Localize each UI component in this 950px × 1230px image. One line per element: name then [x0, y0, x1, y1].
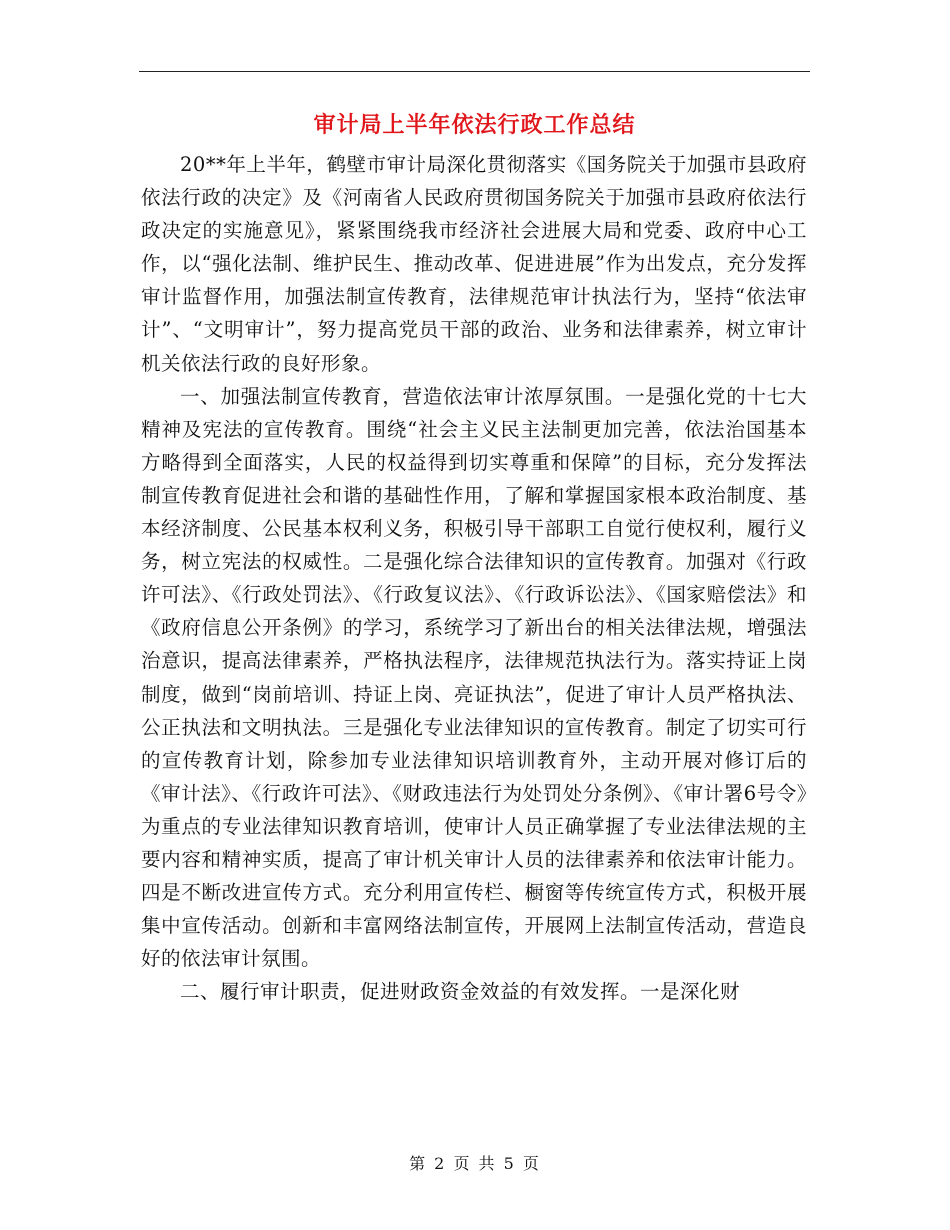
- document-title: 审计局上半年依法行政工作总结: [313, 112, 636, 138]
- page-number: 第 2 页 共 5 页: [409, 1154, 541, 1173]
- intro-paragraph: 20**年上半年，鹤壁市审计局深化贯彻落实《国务院关于加强市县政府依法行政的决定》及《河南省人民政府贯彻国务院关于加强市县政府依法行政决定的实施意见》，紧紧围绕我市经济社会进展大局和党委、政府中心工作，以“强化法制、维护民生、推动改革、促进进展”作为出发点，充分发挥审计监督作用，加强法制宣传教育，法律规范审计执法行为，坚持“依法审计”、“文明审计”，努力提高党员干部的政治、业务和法律素养，树立审计机关依法行政的良好形象。: [141, 153, 807, 375]
- section-two-paragraph: 二、履行审计职责，促进财政资金效益的有效发挥。一是深化财: [180, 980, 741, 1004]
- section-one-paragraph: 一、加强法制宣传教育，营造依法审计浓厚氛围。一是强化党的十七大精神及宪法的宣传教育。围绕“社会主义民主法制更加完善，依法治国基本方略得到全面落实，人民的权益得到切实尊重和保障”的目标，充分发挥法制宣传教育促进社会和谐的基础性作用，了解和掌握国家根本政治制度、基本经济制度、公民基本权利义务，积极引导干部职工自觉行使权利，履行义务，树立宪法的权威性。二是强化综合法律知识的宣传教育。加强对《行政许可法》、《行政处罚法》、《行政复议法》、《行政诉讼法》、《国家赔偿法》和《政府信息公开条例》的学习，系统学习了新出台的相关法律法规，增强法治意识，提高法律素养，严格执法程序，法律规范执法行为。落实持证上岗制度，做到“岗前培训、持证上岗、亮证执法”，促进了审计人员严格执法、公正执法和文明执法。三是强化专业法律知识的宣传教育。制定了切实可行的宣传教育计划，除参加专业法律知识培训教育外，主动开展对修订后的《审计法》、《行政许可法》、《财政违法行为处罚处分条例》、《审计署6号令》为重点的专业法律知识教育培训，使审计人员正确掌握了专业法律法规的主要内容和精神实质，提高了审计机关审计人员的法律素养和依法审计能力。四是不断改进宣传方式。充分利用宣传栏、橱窗等传统宣传方式，积极开展集中宣传活动。创新和丰富网络法制宣传，开展网上法制宣传活动，营造良好的依法审计氛围。: [141, 384, 807, 971]
- document-body: [141, 148, 807, 1008]
- header-rule: [139, 71, 810, 72]
